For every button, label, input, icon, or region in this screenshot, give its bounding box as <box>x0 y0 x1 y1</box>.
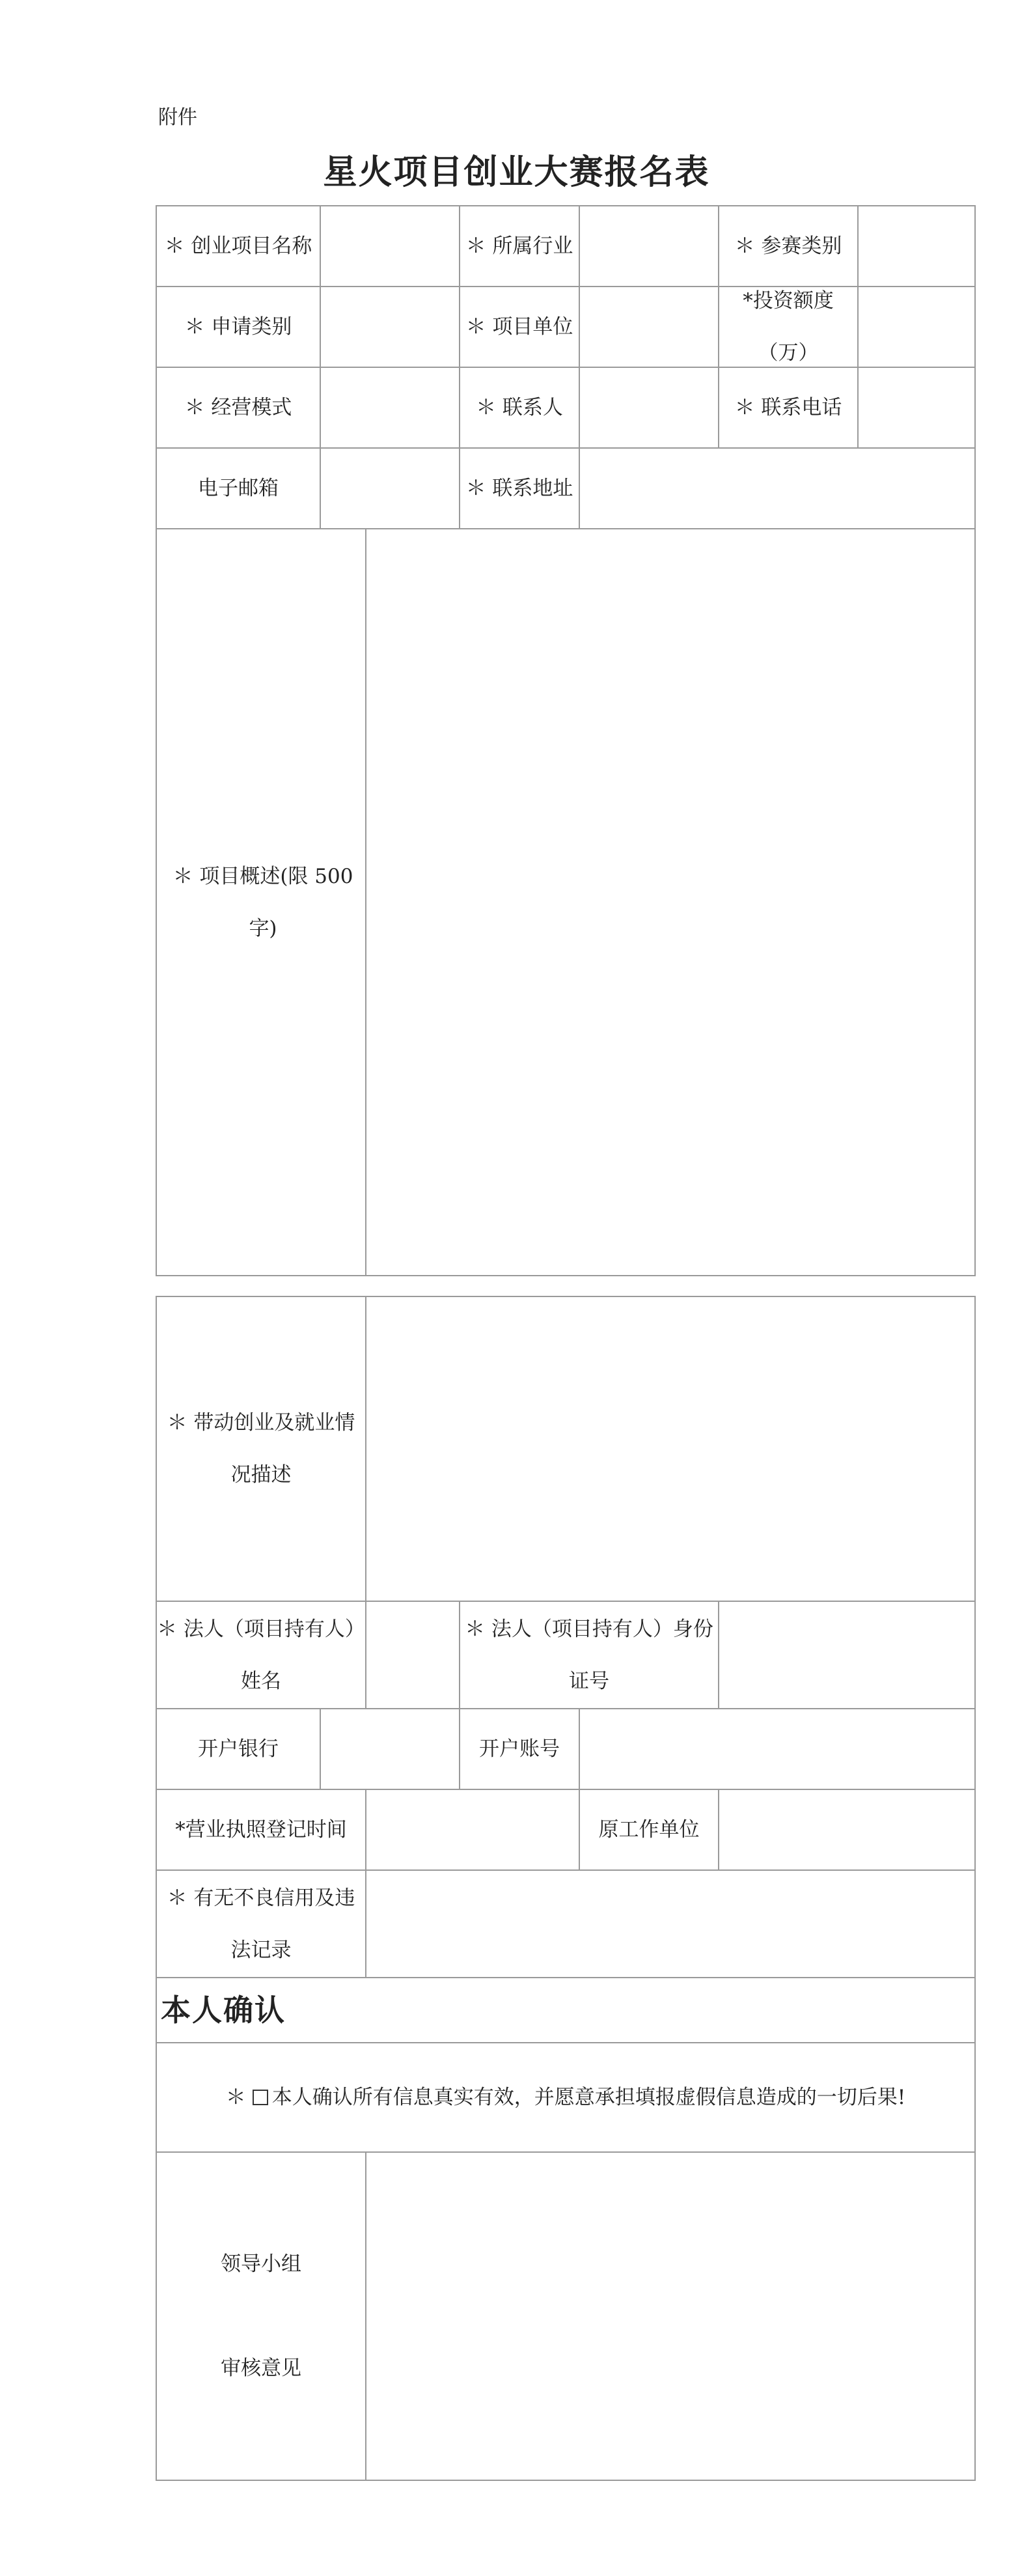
label-project-unit: ＊ 项目单位 <box>459 286 580 368</box>
label-legal-id <box>459 1601 719 1709</box>
self-confirm-heading: 本人确认 <box>156 1977 976 2043</box>
label-category: ＊ 参赛类别 <box>718 205 859 287</box>
input-project-unit[interactable] <box>579 286 719 368</box>
input-email[interactable] <box>320 447 460 529</box>
label-contact-address: ＊ 联系地址 <box>459 447 580 529</box>
input-project-name[interactable] <box>320 205 460 287</box>
input-industry[interactable] <box>579 205 719 287</box>
label-credit-record <box>156 1869 366 1978</box>
label-employment-line1: ＊ 带动创业及就业情 <box>167 1411 355 1435</box>
label-contact-phone: ＊ 联系电话 <box>718 367 859 449</box>
label-employment <box>156 1296 366 1602</box>
label-industry: ＊ 所属行业 <box>459 205 580 287</box>
label-credit-line1: ＊ 有无不良信用及违 <box>167 1886 355 1910</box>
label-bank: 开户银行 <box>156 1708 321 1790</box>
input-business-mode[interactable] <box>320 367 460 449</box>
label-license-time: *营业执照登记时间 <box>156 1789 366 1871</box>
attachment-label: 附件 <box>158 106 197 129</box>
input-legal-id[interactable] <box>718 1601 976 1709</box>
label-legal-id-line1: ＊ 法人（项目持有人）身份 <box>465 1617 713 1641</box>
label-project-overview: ＊ 项目概述(限 500 字) <box>156 528 366 1276</box>
confirm-star: ＊ <box>225 2086 246 2109</box>
input-license-time[interactable] <box>365 1789 580 1871</box>
label-contact-person: ＊ 联系人 <box>459 367 580 449</box>
label-legal-name-line2: 姓名 <box>240 1669 281 1693</box>
label-review-line1: 领导小组 <box>221 2252 301 2276</box>
label-credit-line2: 法记录 <box>230 1938 292 1962</box>
input-review[interactable] <box>365 2151 976 2481</box>
label-investment: *投资额度（万） <box>718 286 859 368</box>
label-former-employer: 原工作单位 <box>579 1789 719 1871</box>
label-legal-name-line1: ＊ 法人（项目持有人） <box>157 1617 365 1641</box>
form-title: 星火项目创业大赛报名表 <box>323 152 710 192</box>
confirm-text: 本人确认所有信息真实有效，并愿意承担填报虚假信息造成的一切后果! <box>271 2086 906 2109</box>
label-apply-type: ＊ 申请类别 <box>156 286 321 368</box>
label-account: 开户账号 <box>459 1708 580 1790</box>
label-review-line2: 审核意见 <box>221 2357 301 2380</box>
label-project-name: ＊ 创业项目名称 <box>156 205 321 287</box>
input-apply-type[interactable] <box>320 286 460 368</box>
input-contact-address[interactable] <box>579 447 976 529</box>
confirm-checkbox[interactable] <box>253 2090 268 2105</box>
input-project-overview[interactable] <box>365 528 976 1276</box>
input-legal-name[interactable] <box>365 1601 460 1709</box>
input-credit-record[interactable] <box>365 1869 976 1978</box>
input-account[interactable] <box>579 1708 976 1790</box>
input-employment[interactable] <box>365 1296 976 1602</box>
label-legal-name <box>156 1601 366 1709</box>
confirm-row <box>156 2042 976 2153</box>
input-former-employer[interactable] <box>718 1789 976 1871</box>
input-bank[interactable] <box>320 1708 460 1790</box>
label-email: 电子邮箱 <box>156 447 321 529</box>
label-legal-id-line2: 证号 <box>568 1669 609 1693</box>
input-contact-phone[interactable] <box>857 367 976 449</box>
input-contact-person[interactable] <box>579 367 719 449</box>
input-category[interactable] <box>857 205 976 287</box>
input-investment[interactable] <box>857 286 976 368</box>
label-review <box>156 2151 366 2481</box>
label-employment-line2: 况描述 <box>230 1463 292 1487</box>
label-business-mode: ＊ 经营模式 <box>156 367 321 449</box>
